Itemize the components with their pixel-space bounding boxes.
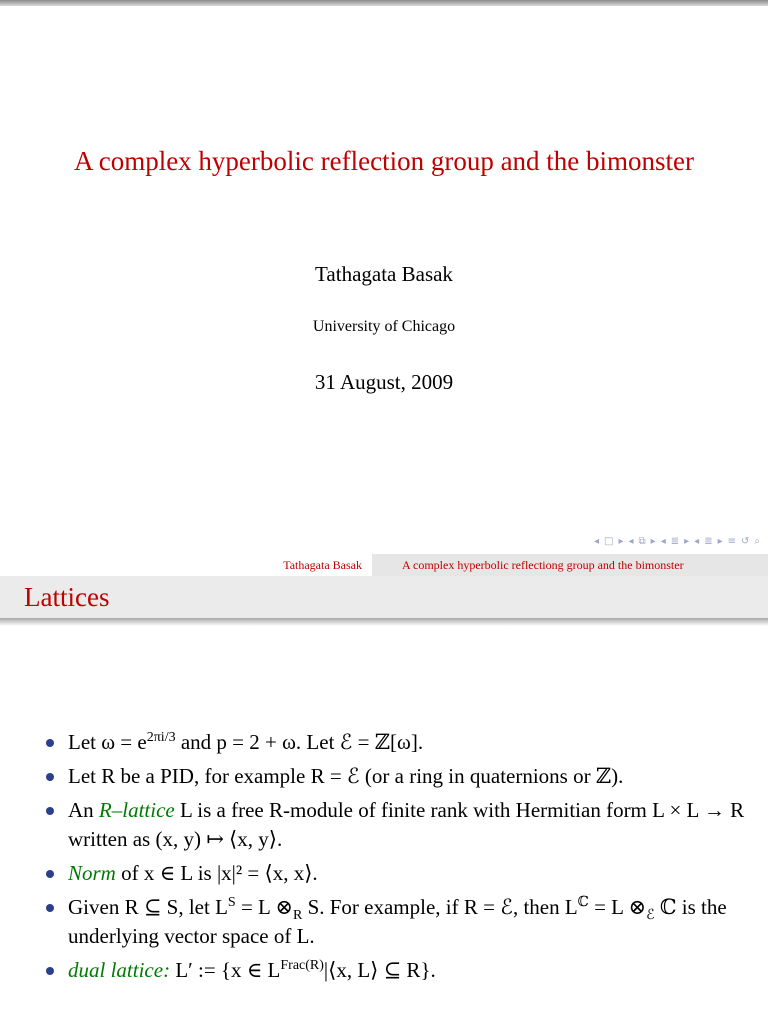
footer-title: A complex hyperbolic reflectiong group and the bimonster <box>372 554 768 576</box>
bullet-item: An R–lattice L is a free R-module of finite rank with Hermitian form L × L → R written as (x, y) ↦ ⟨x, y⟩. <box>46 796 756 854</box>
nav-subsection-icon[interactable]: ⧉ <box>638 536 646 547</box>
bullet-item: Given R ⊆ S, let $L^S = L$ $\otimes_R$ S. For example, if R = ℰ, then $L^ℂ = L$ $\otimes_ℰ$ ℂ is the underlying vector space of L. <box>46 893 756 951</box>
term-dual-lattice: dual lattice: <box>68 958 171 982</box>
beamer-navigation <box>594 536 760 547</box>
term-r-lattice: R–lattice <box>98 798 175 822</box>
bullet-item: Let $\omega = e^{2\pi i/3}$ and p = 2 + ω. Let ℰ = ℤ[ω]. <box>46 728 756 757</box>
nav-left-arrow-icon[interactable]: ◂ <box>628 536 634 547</box>
nav-right-arrow-icon[interactable]: ▸ <box>684 536 690 547</box>
bullet-item: dual lattice: L′ := {x ∈ $L^{Frac(R)}|⟨x$, L⟩ ⊆ R}. <box>46 956 756 985</box>
nav-right-arrow-icon[interactable]: ▸ <box>717 536 723 547</box>
bullet-item: Let R be a PID, for example R = ℰ (or a ring in quaternions or ℤ). <box>46 762 756 791</box>
frame-title-bar <box>0 576 768 618</box>
term-norm: Norm <box>68 861 116 885</box>
footer-author: Tathagata Basak <box>283 558 362 572</box>
slide-title: A complex hyperbolic reflection group and the bimonster <box>73 146 695 176</box>
frame-title: Lattices <box>24 582 110 612</box>
nav-left-arrow-icon[interactable]: ◂ <box>694 536 700 547</box>
slide-date: 31 August, 2009 <box>314 370 454 394</box>
nav-section-icon[interactable]: ≣ <box>670 536 680 547</box>
nav-frame-icon[interactable]: □ <box>604 536 614 547</box>
nav-undo-icon[interactable]: ↺ <box>741 536 750 547</box>
nav-search-icon[interactable]: ⌕ <box>754 536 760 547</box>
nav-left-arrow-icon[interactable]: ◂ <box>660 536 666 547</box>
nav-section-list-icon[interactable]: ≣ <box>704 536 713 547</box>
top-bar <box>0 0 768 6</box>
slide-author: Tathagata Basak <box>315 262 453 286</box>
footer-bar <box>0 554 768 576</box>
bullet-item: Norm of x ∈ L is |x|² = ⟨x, x⟩. <box>46 859 756 888</box>
nav-menu-icon[interactable]: ≡ <box>727 536 736 547</box>
slide-institution: University of Chicago <box>312 318 456 335</box>
bullet-list <box>46 728 756 990</box>
nav-right-arrow-icon[interactable]: ▸ <box>618 536 624 547</box>
nav-left-arrow-icon[interactable]: ◂ <box>593 536 600 547</box>
frame-title-shadow <box>0 618 768 626</box>
nav-right-arrow-icon[interactable]: ▸ <box>650 536 656 547</box>
